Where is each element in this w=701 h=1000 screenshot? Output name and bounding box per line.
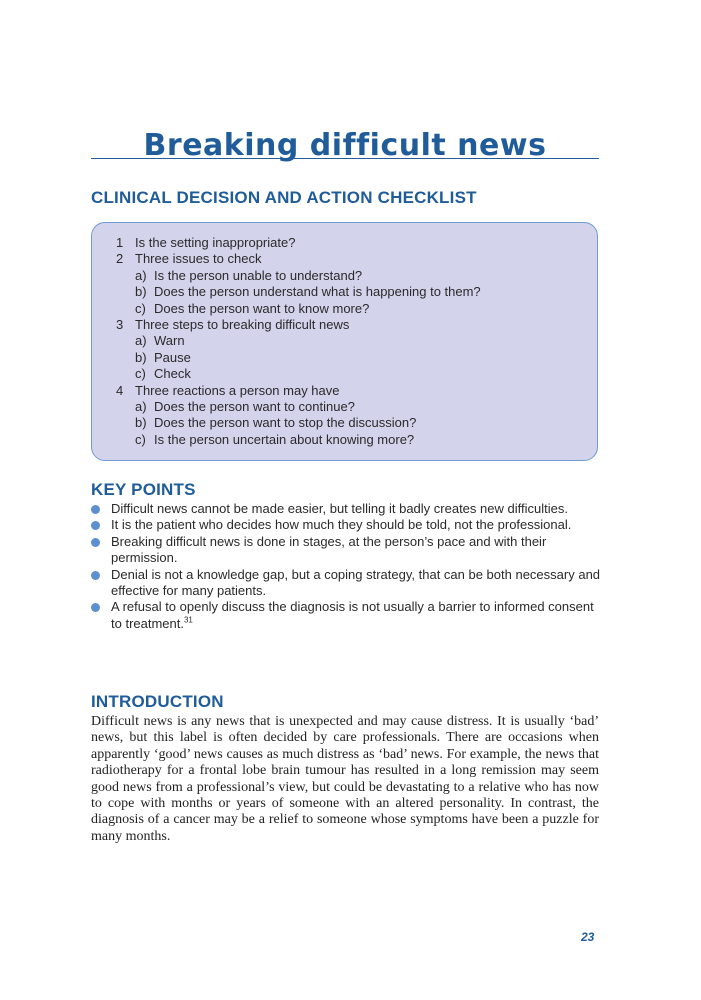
checklist-subitem-text: Does the person understand what is happening to them? [154, 284, 481, 300]
checklist-subitem-text: Is the person unable to understand? [154, 267, 363, 283]
checklist-subitem-letter: b) [135, 349, 147, 365]
key-point-text: A refusal to openly discuss the diagnosis is not usually a barrier to informed consent to treatment. [111, 599, 594, 631]
key-point-text: Breaking difficult news is done in stages, at the person’s pace and with their permission. [111, 533, 547, 566]
checklist-subitem [116, 268, 481, 284]
key-point-item [91, 599, 601, 632]
checklist-subitem-text: Check [154, 366, 191, 382]
checklist-subitem-letter: c) [135, 431, 146, 447]
citation-superscript: 31 [183, 615, 193, 625]
checklist-item [116, 383, 481, 449]
checklist-subitem [116, 301, 481, 317]
checklist-item-number: 4 [116, 382, 124, 398]
title-underline [91, 158, 599, 159]
checklist-item-text: Three issues to check [135, 251, 262, 267]
checklist-subitem [116, 432, 481, 448]
checklist-subitem-text: Pause [154, 349, 191, 365]
checklist-item-text: Is the setting inappropriate? [135, 235, 296, 250]
key-points-list [91, 501, 601, 632]
checklist-item [116, 317, 481, 383]
chapter-title: Breaking difficult news [143, 128, 547, 163]
checklist-subitem-letter: c) [135, 366, 146, 382]
checklist-subitem [116, 399, 481, 415]
checklist-subitem-text: Does the person want to stop the discussion? [154, 415, 417, 431]
key-point-item [91, 534, 601, 567]
key-point-text: Denial is not a knowledge gap, but a coping strategy, that can be both necessary and effective for many patients. [111, 566, 601, 599]
key-point-text: Difficult news cannot be made easier, but telling it badly creates new difficulties. [111, 501, 568, 516]
checklist-heading: CLINICAL DECISION AND ACTION CHECKLIST [91, 188, 477, 207]
introduction-heading: INTRODUCTION [91, 692, 224, 711]
checklist-subitem [116, 284, 481, 300]
checklist-subitem [116, 415, 481, 431]
bullet-icon [91, 571, 100, 580]
checklist-subitem-letter: a) [135, 333, 147, 349]
checklist-subitem-text: Warn [154, 333, 185, 349]
checklist-item [116, 235, 481, 251]
key-point-item [91, 567, 601, 600]
checklist-subitem [116, 350, 481, 366]
bullet-icon [91, 505, 100, 514]
checklist-subitem-letter: b) [135, 284, 147, 300]
checklist-item-text: Three reactions a person may have [135, 382, 340, 398]
key-point-text: It is the patient who decides how much they should be told, not the professional. [111, 517, 572, 533]
checklist-item-row [116, 383, 481, 399]
bullet-icon [91, 538, 100, 547]
checklist-subitem-letter: c) [135, 300, 146, 316]
checklist-subitem-text: Does the person want to continue? [154, 399, 355, 415]
checklist-item-row [116, 235, 481, 251]
checklist-subitem-letter: b) [135, 415, 147, 431]
checklist-item-number: 3 [116, 317, 124, 333]
page-number: 23 [581, 930, 595, 944]
checklist-subitem-letter: a) [135, 399, 147, 415]
key-points-heading: KEY POINTS [91, 480, 196, 499]
bullet-icon [91, 521, 100, 530]
checklist-item-number: 2 [116, 251, 124, 267]
checklist-subitem [116, 366, 481, 382]
checklist-item [116, 251, 481, 317]
checklist-item-row [116, 251, 481, 267]
checklist-subitem [116, 333, 481, 349]
key-point-item [91, 517, 601, 533]
introduction-paragraph: Difficult news is any news that is unexpected and may cause distress. It is usually ‘bad’ news, but this label is often decided by care professionals. There are occasions when apparently ‘good’ news causes as much distress as ‘bad’ news. For example, the news that radiotherapy for a frontal lobe brain tumour has resulted in a long remission may seem good news from a professional’s view, but could be devastating to a relative who has now to cope with months or years of someone with an altered personality. In contrast, the diagnosis of a cancer may be a relief to someone whose symptoms have been a puzzle for many months. [91, 714, 599, 844]
checklist-subitem-text: Is the person uncertain about knowing more? [154, 431, 415, 447]
key-point-item [91, 501, 601, 517]
checklist-list [116, 235, 481, 448]
checklist-item-row [116, 317, 481, 333]
checklist-subitem-text: Does the person want to know more? [154, 300, 370, 316]
checklist-subitem-letter: a) [135, 267, 147, 283]
bullet-icon [91, 603, 100, 612]
checklist-box [91, 222, 598, 461]
checklist-item-number: 1 [116, 235, 124, 250]
checklist-item-text: Three steps to breaking difficult news [135, 317, 350, 333]
